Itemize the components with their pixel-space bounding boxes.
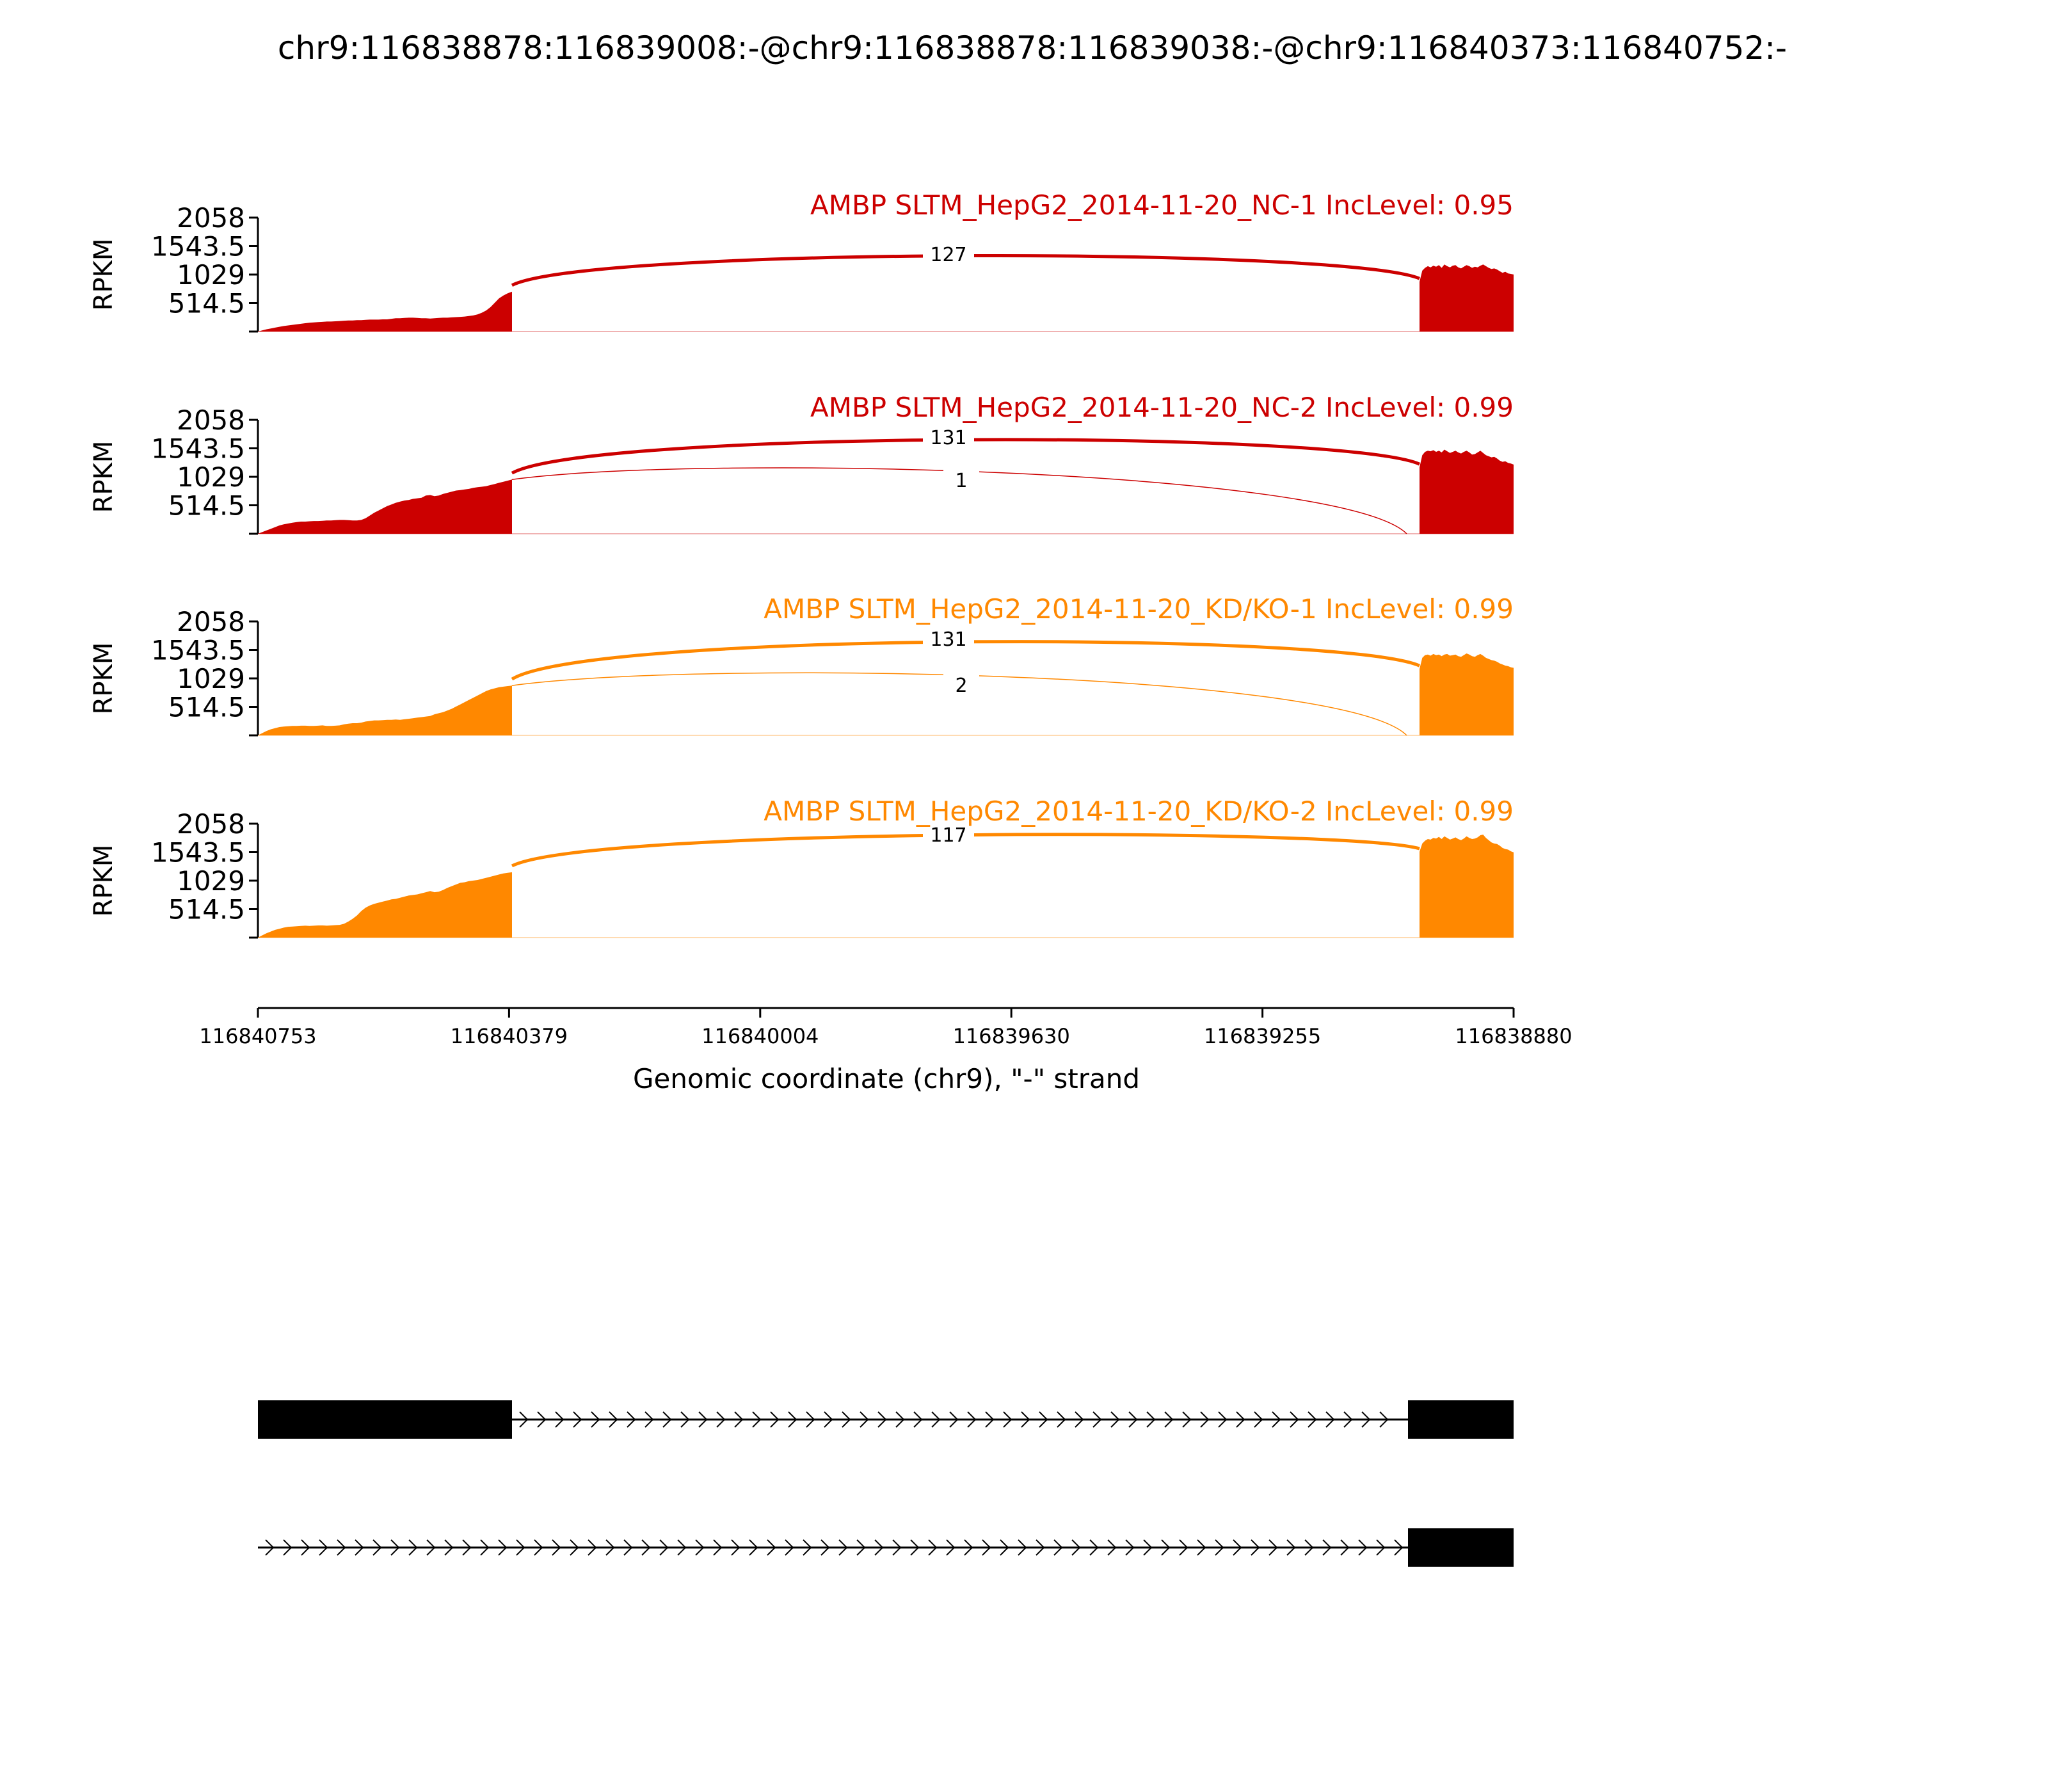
- x-tick-label: 116839255: [1203, 1024, 1322, 1048]
- coverage-area-downstream: [1420, 835, 1514, 938]
- track-panel: [89, 796, 1514, 938]
- y-axis-label: RPKM: [89, 642, 118, 715]
- sample-title: AMBP SLTM_HepG2_2014-11-20_KD/KO-2 IncLevel: 0.99: [764, 796, 1514, 827]
- y-tick-label: 514.5: [168, 893, 245, 925]
- y-tick-label: 1543.5: [151, 836, 245, 868]
- y-tick-label: 1029: [177, 461, 245, 493]
- x-tick-label: 116839630: [952, 1024, 1070, 1048]
- junction-count-label: 2: [955, 675, 968, 697]
- isoform-track: [258, 1400, 1514, 1439]
- sample-title: AMBP SLTM_HepG2_2014-11-20_KD/KO-1 IncLevel: 0.99: [764, 593, 1514, 625]
- junction-count-label: 117: [930, 824, 967, 847]
- track-panel: [89, 189, 1514, 332]
- y-tick-label: 514.5: [168, 287, 245, 319]
- y-tick-label: 1029: [177, 259, 245, 291]
- track-panels: [89, 189, 1514, 938]
- x-axis-label: Genomic coordinate (chr9), "-" strand: [632, 1063, 1140, 1094]
- track-panel: [89, 392, 1514, 534]
- coverage-area-downstream: [1420, 264, 1514, 332]
- y-tick-label: 2058: [177, 606, 245, 637]
- x-tick-label: 116840004: [701, 1024, 819, 1048]
- coverage-area-upstream: [258, 292, 512, 332]
- y-axis-label: RPKM: [89, 238, 118, 311]
- isoform-track: [258, 1528, 1514, 1567]
- chart-title: chr9:116838878:116839008:-@chr9:116838878:116839038:-@chr9:116840373:116840752:-: [277, 29, 1788, 67]
- y-tick-label: 1029: [177, 865, 245, 897]
- coverage-area-upstream: [258, 685, 512, 735]
- y-tick-label: 2058: [177, 808, 245, 840]
- coverage-area-downstream: [1420, 653, 1514, 735]
- exon-block: [258, 1400, 512, 1439]
- track-panel: [89, 593, 1514, 735]
- junction-count-label: 127: [930, 244, 967, 266]
- y-tick-label: 514.5: [168, 490, 245, 522]
- y-tick-label: 1029: [177, 663, 245, 694]
- x-axis: [199, 1008, 1572, 1048]
- y-tick-label: 1543.5: [151, 230, 245, 262]
- coverage-area-downstream: [1420, 450, 1514, 534]
- y-axis-label: RPKM: [89, 844, 118, 917]
- junction-count-label: 1: [955, 470, 968, 492]
- coverage-area-upstream: [258, 872, 512, 938]
- sample-title: AMBP SLTM_HepG2_2014-11-20_NC-2 IncLevel: 0.99: [810, 392, 1514, 423]
- y-axis-label: RPKM: [89, 440, 118, 513]
- y-tick-label: 1543.5: [151, 634, 245, 666]
- y-tick-label: 2058: [177, 404, 245, 436]
- x-tick-label: 116840379: [450, 1024, 568, 1048]
- y-tick-label: 2058: [177, 202, 245, 234]
- y-tick-label: 1543.5: [151, 433, 245, 465]
- gene-models: [258, 1400, 1514, 1567]
- y-tick-label: 514.5: [168, 691, 245, 723]
- x-tick-label: 116838880: [1455, 1024, 1572, 1048]
- sample-title: AMBP SLTM_HepG2_2014-11-20_NC-1 IncLevel: 0.95: [810, 189, 1514, 221]
- exon-block: [1408, 1528, 1514, 1567]
- coverage-area-upstream: [258, 479, 512, 534]
- junction-count-label: 131: [930, 628, 967, 651]
- junction-count-label: 131: [930, 427, 967, 449]
- exon-block: [1408, 1400, 1514, 1439]
- x-tick-label: 116840753: [199, 1024, 317, 1048]
